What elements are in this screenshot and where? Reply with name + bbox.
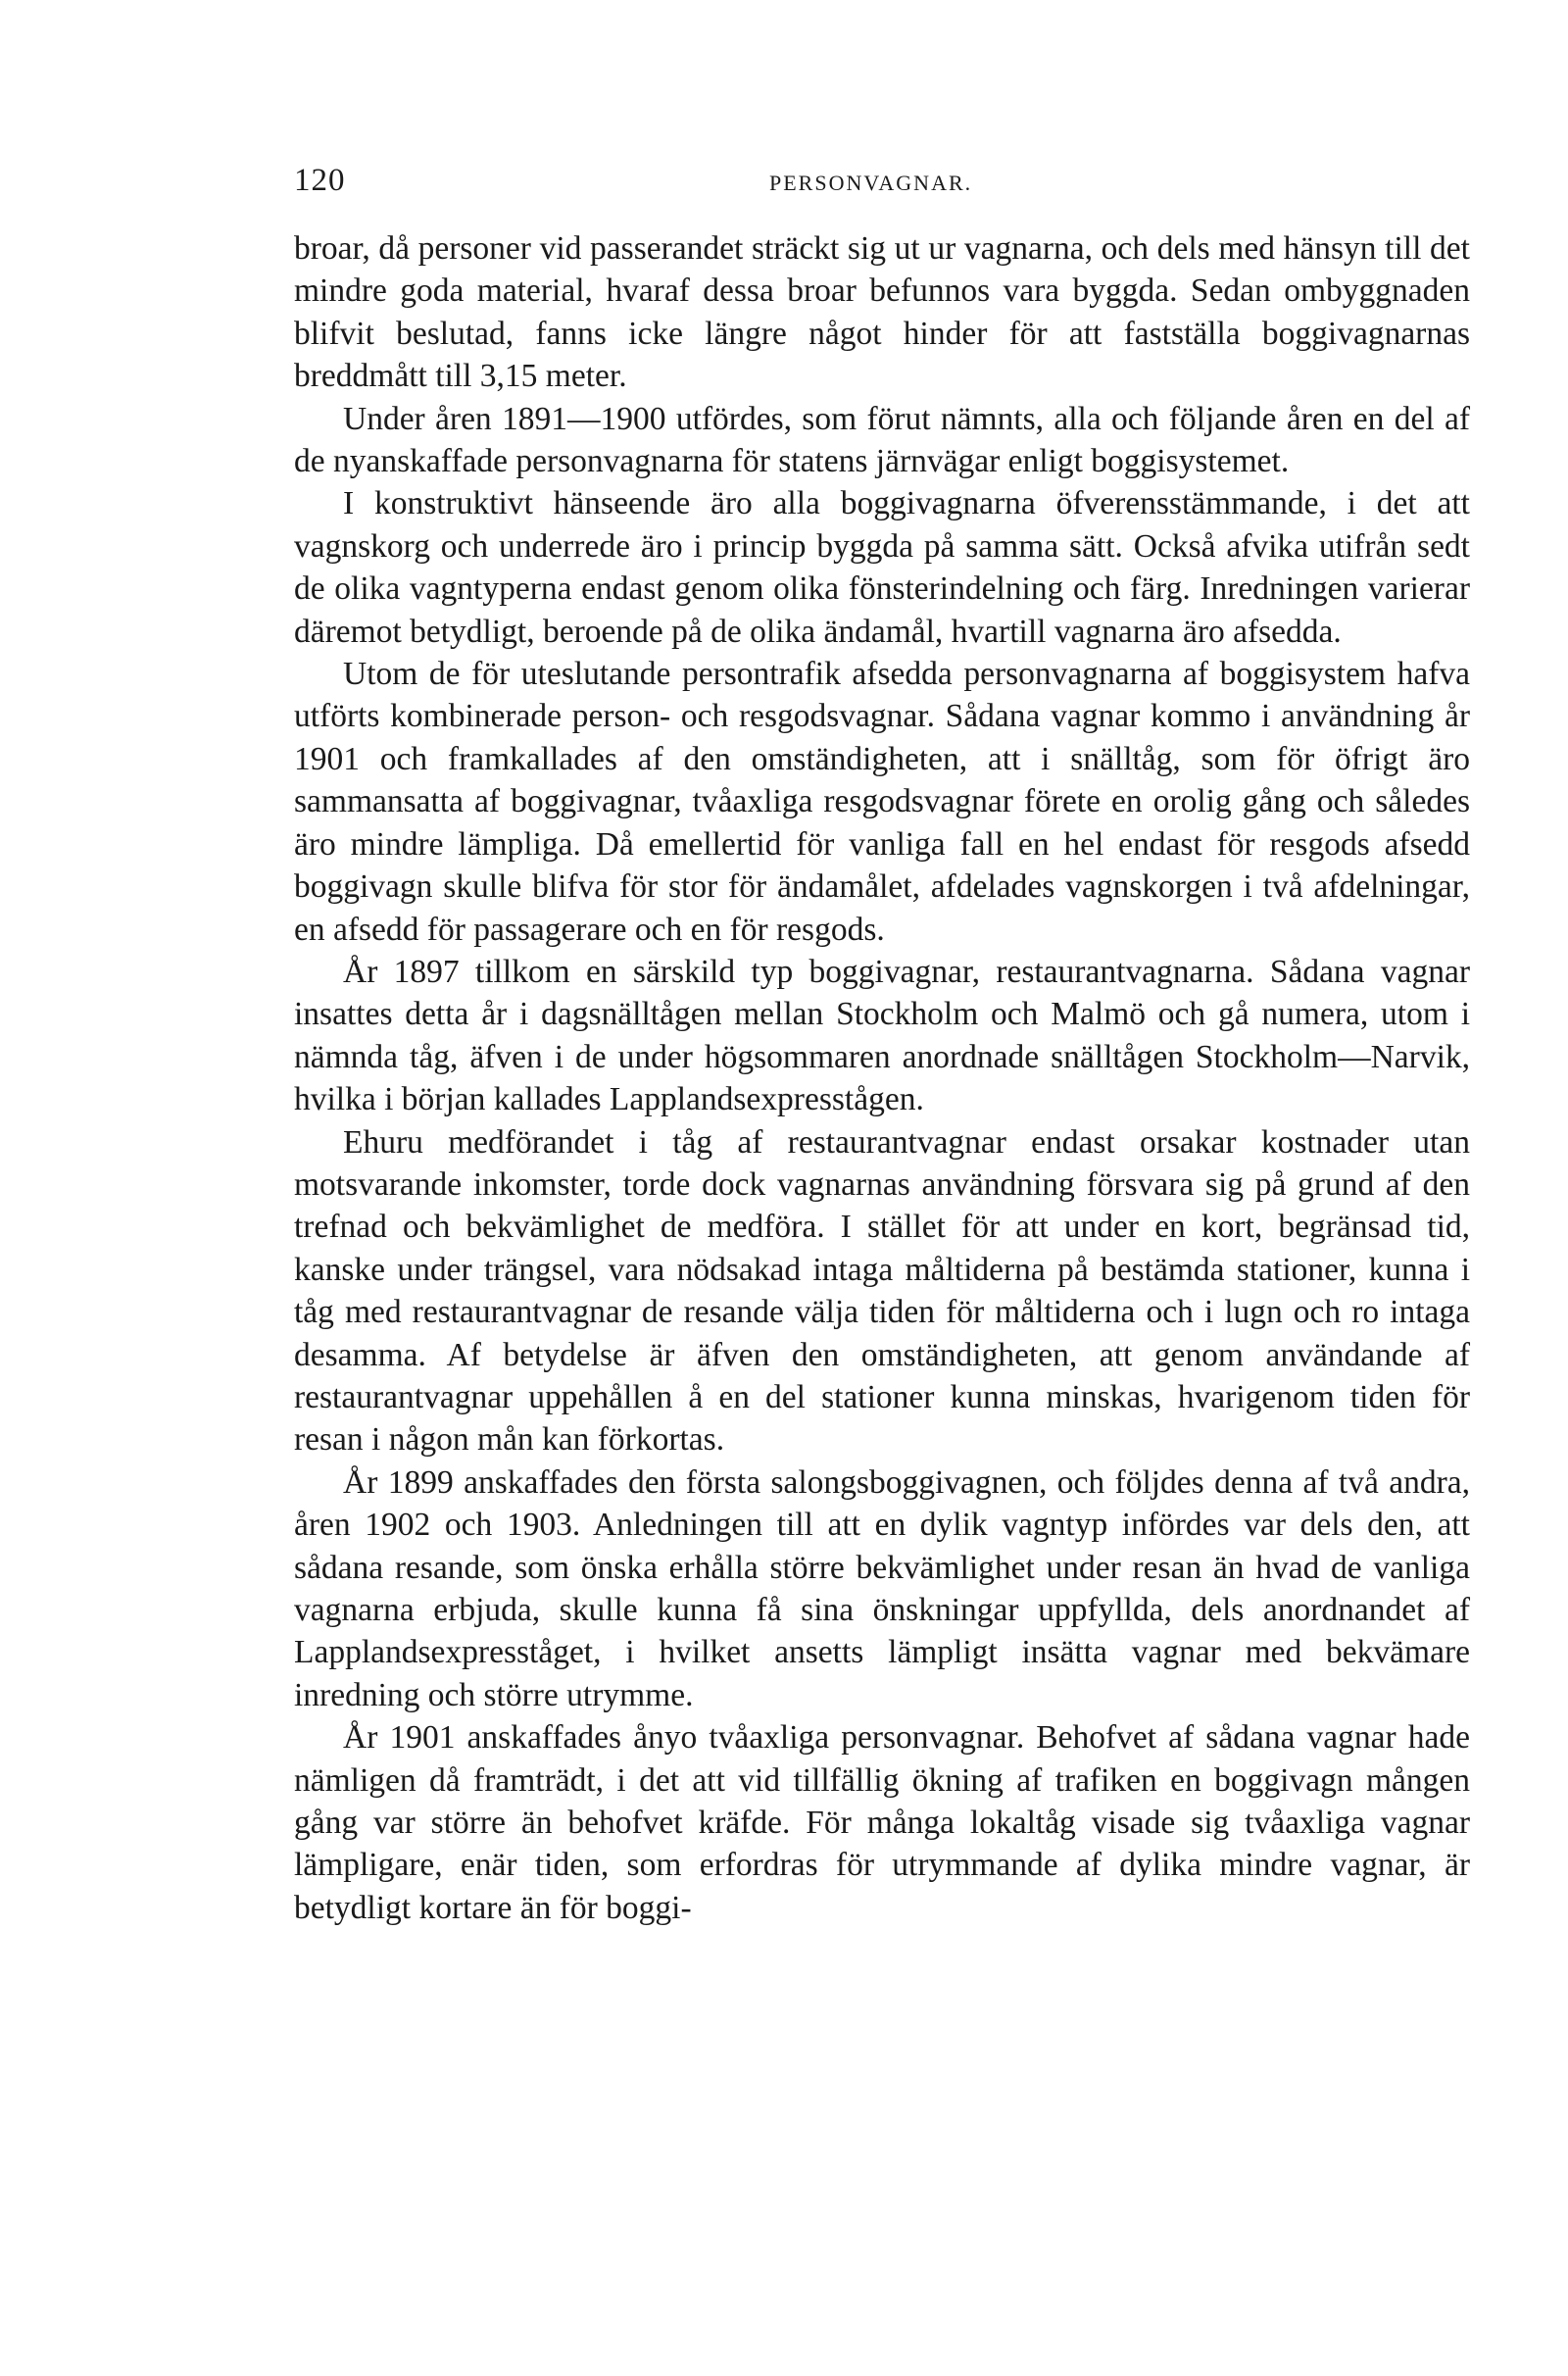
page-number: 120 (294, 163, 346, 198)
body-text (294, 227, 1470, 1929)
page-header (294, 163, 1470, 202)
paragraph-6: Ehuru medförandet i tåg af restaurantvagnar endast orsakar kostnader utan motsvarande inkomster, torde dock vagnarnas användning försvara sig på grund af den trefnad och bekvämlighet de medföra. I stället för att under en kort, begränsad tid, kanske under trängsel, vara nödsakad intaga måltiderna på bestämda stationer, kunna i tåg med restaurantvagnar de resande välja tiden för måltiderna och i lugn och ro intaga desamma. Af betydelse är äfven den omständigheten, att genom användande af restaurantvagnar uppehållen å en del stationer kunna minskas, hvarigenom tiden för resan i någon mån kan förkortas. (294, 1123, 1470, 1459)
paragraph-7: År 1899 anskaffades den första salongsboggivagnen, och följdes denna af två andra, åren 1902 och 1903. Anledningen till att en dylik vagntyp infördes var dels den, att sådana resande, som önska erhålla större bekvämlighet under resan än hvad de vanliga vagnarna erbjuda, skulle kunna få sina önskningar uppfyllda, dels anordnandet af Lapplandsexpresståget, i hvilket ansetts lämpligt insätta vagnar med bekvämare inredning och större utrymme. (294, 1463, 1470, 1713)
paragraph-4: Utom de för uteslutande persontrafik afsedda personvagnarna af boggisystem hafva utförts kombinerade person- och resgodsvagnar. Sådana vagnar kommo i användning år 1901 och framkallades af den omständigheten, att i snälltåg, som för öfrigt äro sammansatta af boggivagnar, tvåaxliga resgodsvagnar förete en orolig gång och således äro mindre lämpliga. Då emellertid för vanliga fall en hel endast för resgods afsedd boggivagn skulle blifva för stor för ändamålet, afdelades vagnskorgen i två afdelningar, en afsedd för passagerare och en för resgods. (294, 656, 1470, 948)
paragraph-3: I konstruktivt hänseende äro alla boggivagnarna öfverensstämmande, i det att vagnskorg och underrede äro i princip byggda på samma sätt. Också afvika utifrån sedt de olika vagntyperna endast genom olika fönsterindelning och färg. Inredningen varierar däremot betydligt, beroende på de olika ändamål, hvartill vagnarna äro afsedda. (294, 485, 1470, 650)
paragraph-1: broar, då personer vid passerandet sträckt sig ut ur vagnarna, och dels med hänsyn till det mindre goda material, hvaraf dessa broar befunnos vara byggda. Sedan ombyggnaden blifvit beslutad, fanns icke längre något hinder för att fastställa boggivagnarnas breddmått till 3,15 meter. (294, 230, 1470, 395)
paragraph-8: År 1901 anskaffades ånyo tvåaxliga personvagnar. Behofvet af sådana vagnar hade nämligen då framträdt, i det att vid tillfällig ökning af trafiken en boggivagn mången gång var större än behofvet kräfde. För många lokaltåg visade sig tvåaxliga vagnar lämpligare, enär tiden, som erfordras för utrymmande af dylika mindre vagnar, är betydligt kortare än för boggi- (294, 1719, 1470, 1926)
running-head: PERSONVAGNAR. (769, 171, 973, 195)
paragraph-5: År 1897 tillkom en särskild typ boggivagnar, restaurantvagnarna. Sådana vagnar insattes detta år i dagsnälltågen mellan Stockholm och Malmö och gå numera, utom i nämnda tåg, äfven i de under högsommaren anordnade snälltågen Stockholm—Narvik, hvilka i början kallades Lapplandsexpresstågen. (294, 953, 1470, 1118)
paragraph-2: Under åren 1891—1900 utfördes, som förut nämnts, alla och följande åren en del af de nyanskaffade personvagnarna för statens järnvägar enligt boggisystemet. (294, 400, 1470, 480)
